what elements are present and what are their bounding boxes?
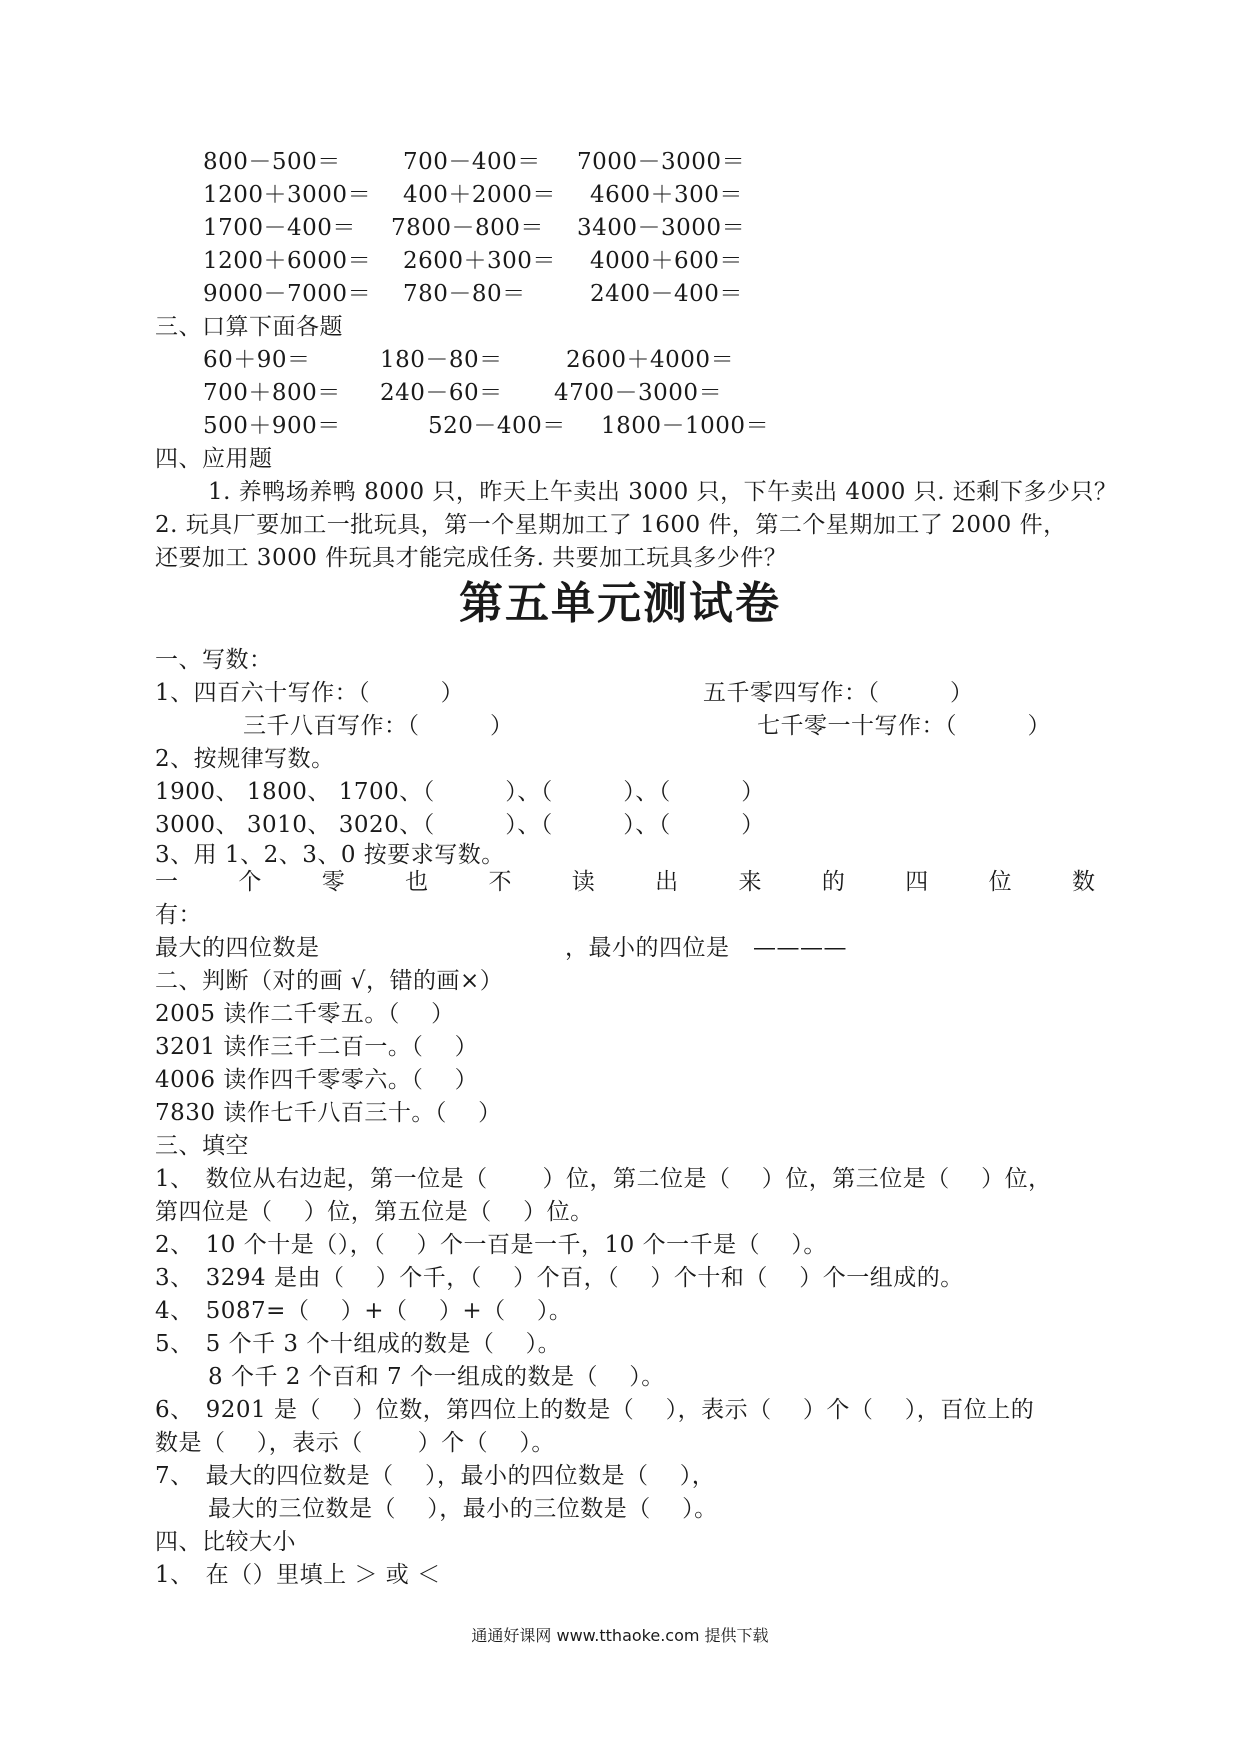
calc-item: 2400－400＝ bbox=[590, 281, 743, 307]
calc-item: 180－80＝ bbox=[380, 347, 503, 373]
calc-item: 1800－1000＝ bbox=[601, 413, 770, 439]
calc-item: 240－60＝ bbox=[380, 380, 503, 406]
section-heading: 三、口算下面各题 bbox=[155, 314, 343, 340]
fill-item: 最大的三位数是（ ），最小的三位数是（ ）。 bbox=[208, 1496, 718, 1522]
calc-item: 700＋800＝ bbox=[203, 380, 341, 406]
char: 读 bbox=[571, 869, 595, 895]
word-problem: 还要加工 3000 件玩具才能完成任务. 共要加工玩具多少件？ bbox=[155, 545, 788, 571]
section-heading: 四、应用题 bbox=[155, 446, 273, 472]
calc-item: 1200＋6000＝ bbox=[203, 248, 372, 274]
section-heading: 二、判断（对的画 √，错的画×） bbox=[155, 968, 504, 994]
question-text: 最大的四位数是 bbox=[155, 935, 320, 961]
char: 也 bbox=[405, 869, 429, 895]
question-text: 3000、 3010、 3020、（ ）、（ ）、（ ） bbox=[155, 812, 765, 838]
calc-item: 520－400＝ bbox=[428, 413, 566, 439]
calc-item: 3400－3000＝ bbox=[577, 215, 746, 241]
question-text: 七千零一十写作：（ ） bbox=[757, 713, 1051, 739]
fill-item: 3、 3294 是由（ ）个千，（ ）个百，（ ）个十和（ ）个一组成的。 bbox=[155, 1265, 964, 1291]
char: 零 bbox=[321, 869, 345, 895]
char: 位 bbox=[988, 869, 1012, 895]
calc-item: 2600＋4000＝ bbox=[566, 347, 735, 373]
fill-item: 4、 5087=（ ）+（ ）+（ ）。 bbox=[155, 1298, 573, 1324]
section-heading: 三、填空 bbox=[155, 1133, 249, 1159]
judge-item: 2005 读作二千零五。（ ） bbox=[155, 1001, 455, 1027]
question-text: 1900、 1800、 1700、（ ）、（ ）、（ ） bbox=[155, 779, 765, 805]
page-title: 第五单元测试卷 bbox=[459, 578, 781, 629]
question-text: 3、用 1、2、3、0 按要求写数。 bbox=[155, 842, 505, 868]
question-text: 五千零四写作：（ ） bbox=[703, 680, 974, 706]
fill-item: 6、 9201 是（ ）位数，第四位上的数是（ ），表示（ ）个（ ），百位上的 bbox=[155, 1397, 1035, 1423]
calc-item: 1700－400＝ bbox=[203, 215, 356, 241]
calc-item: 500＋900＝ bbox=[203, 413, 341, 439]
calc-item: 2600＋300＝ bbox=[403, 248, 556, 274]
char: 的 bbox=[821, 869, 845, 895]
calc-item: 780－80＝ bbox=[403, 281, 526, 307]
compare-item: 1、 在（）里填上 ＞ 或 ＜ bbox=[155, 1562, 441, 1588]
justified-line bbox=[155, 867, 1095, 897]
fill-item: 7、 最大的四位数是（ ），最小的四位数是（ ）， bbox=[155, 1463, 716, 1489]
section-heading: 四、比较大小 bbox=[155, 1529, 296, 1555]
char: 数 bbox=[1071, 869, 1095, 895]
calc-item: 800－500＝ bbox=[203, 149, 341, 175]
word-problem: 1. 养鸭场养鸭 8000 只，昨天上午卖出 3000 只，下午卖出 4000 只. 还剩下多少只？ bbox=[208, 479, 1118, 505]
calc-item: 60＋90＝ bbox=[203, 347, 311, 373]
char: 出 bbox=[655, 869, 679, 895]
calc-item: 7800－800＝ bbox=[391, 215, 544, 241]
judge-item: 4006 读作四千零零六。（ ） bbox=[155, 1067, 479, 1093]
calc-item: 9000－7000＝ bbox=[203, 281, 372, 307]
question-text: 1、四百六十写作：（ ） bbox=[155, 680, 465, 706]
char: 个 bbox=[238, 869, 262, 895]
question-text: 2、按规律写数。 bbox=[155, 746, 335, 772]
char: 四 bbox=[905, 869, 929, 895]
section-heading: 一、写数： bbox=[155, 647, 273, 673]
calc-item: 4700－3000＝ bbox=[554, 380, 723, 406]
fill-item: 第四位是（ ）位，第五位是（ ）位。 bbox=[155, 1199, 594, 1225]
calc-item: 1200＋3000＝ bbox=[203, 182, 372, 208]
question-text: 有： bbox=[155, 902, 202, 928]
char: 不 bbox=[488, 869, 512, 895]
word-problem: 2. 玩具厂要加工一批玩具，第一个星期加工了 1600 件，第二个星期加工了 2000 件， bbox=[155, 512, 1067, 538]
fill-item: 2、 10 个十是（），（ ）个一百是一千，10 个一千是（ ）。 bbox=[155, 1232, 827, 1258]
fill-item: 5、 5 个千 3 个十组成的数是（ ）。 bbox=[155, 1331, 562, 1357]
footer-credit: 通通好课网 www.tthaoke.com 提供下载 bbox=[471, 1626, 769, 1645]
fill-item: 1、 数位从右边起，第一位是（ ）位，第二位是（ ）位，第三位是（ ）位， bbox=[155, 1166, 1052, 1192]
judge-item: 3201 读作三千二百一。（ ） bbox=[155, 1034, 479, 1060]
calc-item: 400＋2000＝ bbox=[403, 182, 556, 208]
calc-item: 4600＋300＝ bbox=[590, 182, 743, 208]
question-text: ，最小的四位是 ———— bbox=[565, 935, 847, 961]
char: 来 bbox=[738, 869, 762, 895]
fill-item: 8 个千 2 个百和 7 个一组成的数是（ ）。 bbox=[208, 1364, 665, 1390]
calc-item: 700－400＝ bbox=[403, 149, 541, 175]
calc-item: 4000＋600＝ bbox=[590, 248, 743, 274]
question-text: 三千八百写作：（ ） bbox=[243, 713, 514, 739]
calc-item: 7000－3000＝ bbox=[577, 149, 746, 175]
char: 一 bbox=[155, 869, 178, 895]
judge-item: 7830 读作七千八百三十。（ ） bbox=[155, 1100, 502, 1126]
fill-item: 数是（ ），表示（ ）个（ ）。 bbox=[155, 1430, 555, 1456]
